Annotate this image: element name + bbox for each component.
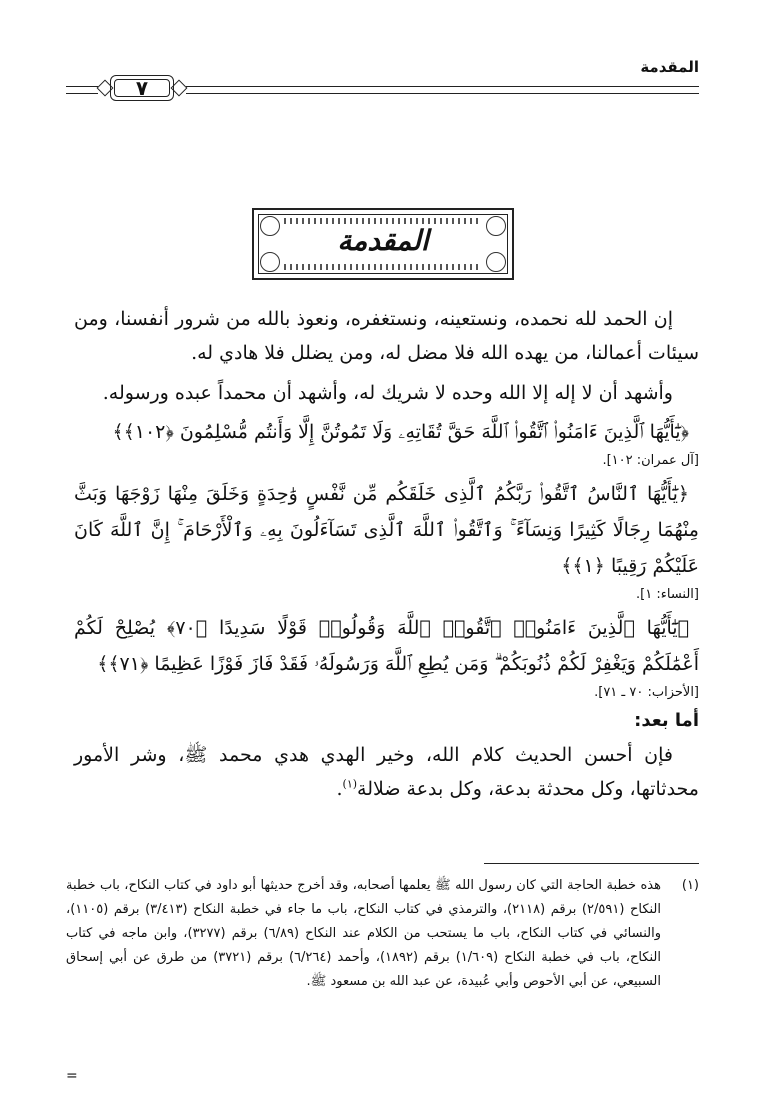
footnote-reference: (١) [342,777,358,791]
section-heading: أما بعد: [634,710,699,731]
footnote [66,874,699,994]
verse-reference: [الأحزاب: ٧٠ ـ ٧١]. [594,685,699,700]
continuation-mark: = [66,1068,78,1084]
verse-reference: [آل عمران: ١٠٢]. [602,453,699,468]
cartouche-band-bottom [284,264,482,270]
verse-reference: [النساء: ١]. [636,587,699,602]
body-text [74,302,699,806]
page-number: ٧ [135,76,149,100]
paragraph-testimony: وأشهد أن لا إله إلا الله وحده لا شريك له، وأشهد أن محمداً عبده ورسوله. [102,382,673,404]
section-title-cartouche [252,208,514,280]
quran-verse: ﴿يَٰٓأَيُّهَا ٱلَّذِينَ ءَامَنُوا۟ ٱتَّقُوا۟ ٱللَّهَ حَقَّ تُقَاتِهِۦ وَلَا تَمُوتُنَّ إِلَّا وَأَنتُم مُّسْلِمُونَ ﴿١٠٢﴾﴾ [112,421,689,443]
section-title: المقدمة [337,224,429,257]
footnote-separator [484,863,699,864]
page-number-badge [98,73,186,103]
footnote-marker: (١) [681,878,699,893]
paragraph-opening: إن الحمد لله نحمده، ونستعينه، ونستغفره، ونعوذ بالله من شرور أنفسنا، ومن سيئات أعمالنا، من يهده الله فلا مضل له، ومن يضلل فلا هادي له. [74,308,699,364]
closing-period: . [336,778,343,800]
footnote-text: هذه خطبة الحاجة التي كان رسول الله ﷺ يعلمها أصحابه، وقد أخرج حديثها أبو داود في كتاب النكاح، باب خطبة النكاح (٢/٥٩١) برقم (٢١١٨)، والترمذي في كتاب النكاح، باب ما جاء في خطبة النكاح (٣/٤١٣) برقم (١١٠٥)، والنسائي في كتاب النكاح، باب ما يستحب من الكلام عند النكاح (٦/٨٩) برقم (٣٢٧٧)، وابن ماجه في كتاب النكاح، باب في خطبة النكاح (١/٦٠٩) برقم (١٨٩٢)، وأحمد (٦/٢٦٤) برقم (٣٧٢١) من طرق عن أبي إسحاق السبيعي، عن أبي الأحوص وأبي عُبيدة، عن عبد الله بن مسعود ﷺ. [66,878,661,989]
quran-verse: ﴿يَٰٓأَيُّهَا ٱلنَّاسُ ٱتَّقُوا۟ رَبَّكُمُ ٱلَّذِى خَلَقَكُم مِّن نَّفْسٍ وَٰحِدَةٍ وَخَلَقَ مِنْهَا زَوْجَهَا وَبَثَّ مِنْهُمَا رِجَالًا كَثِيرًا وَنِسَآءً ۚ وَٱتَّقُوا۟ ٱللَّهَ ٱلَّذِى تَسَآءَلُونَ بِهِۦ وَٱلْأَرْحَامَ ۚ إِنَّ ٱللَّهَ كَانَ عَلَيْكُمْ رَقِيبًا ﴿١﴾﴾ [74,483,699,577]
quran-verse: ﴿يَٰٓأَيُّهَا ٱلَّذِينَ ءَامَنُوا۟ ٱتَّقُوا۟ ٱللَّهَ وَقُولُوا۟ قَوْلًا سَدِيدًا ﴿٧٠﴾ يُصْلِحْ لَكُمْ أَعْمَٰلَكُمْ وَيَغْفِرْ لَكُمْ ذُنُوبَكُمْ ۗ وَمَن يُطِعِ ٱللَّهَ وَرَسُولَهُۥ فَقَدْ فَازَ فَوْزًا عَظِيمًا ﴿٧١﴾﴾ [74,617,699,675]
paragraph-closing [74,738,699,806]
running-title: المقدمة [640,58,699,76]
closing-text: فإن أحسن الحديث كلام الله، وخير الهدي هدي محمد ﷺ، وشر الأمور محدثاتها، وكل محدثة بدعة، وكل بدعة ضلالة [74,744,699,800]
